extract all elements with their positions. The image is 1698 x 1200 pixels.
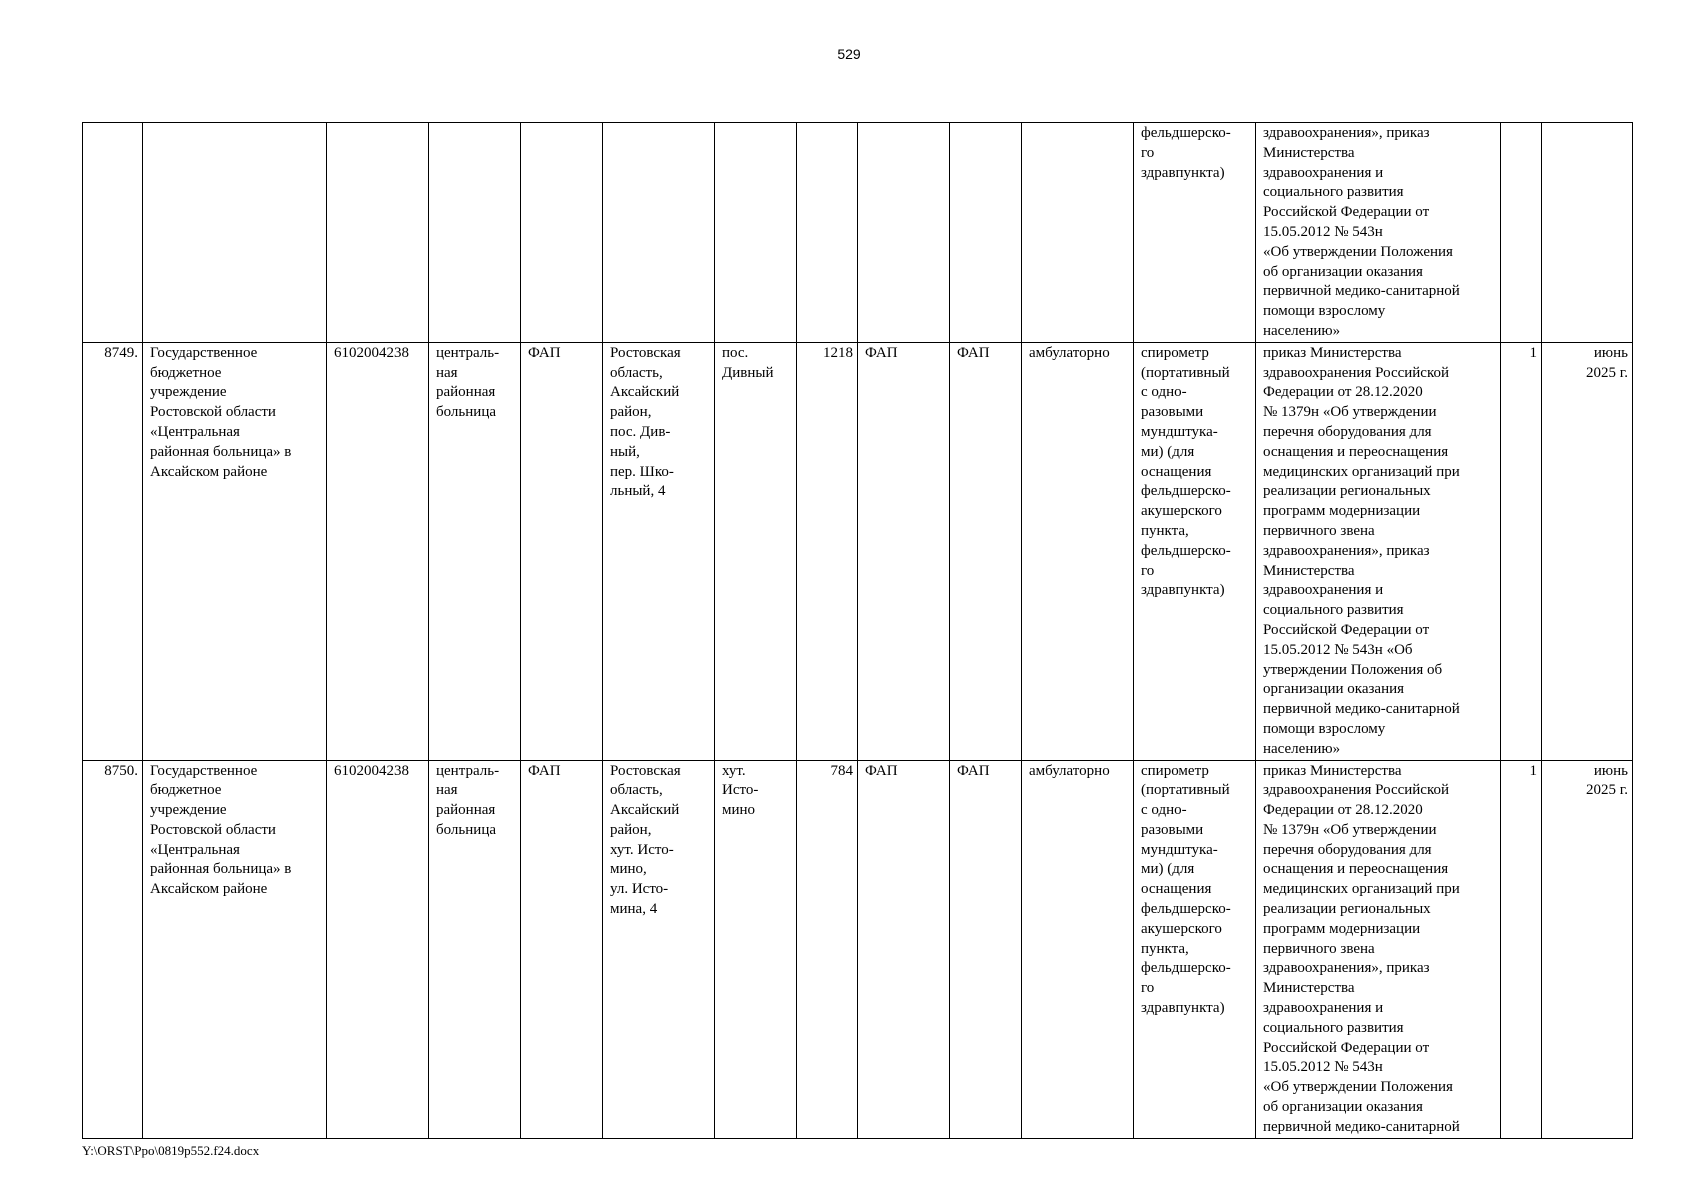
table-row xyxy=(83,123,1633,343)
cell-org-kind: централь- ная районная больница xyxy=(429,342,521,760)
cell-facility-type: ФАП xyxy=(521,760,603,1138)
table-row xyxy=(83,760,1633,1138)
cell-unit: ФАП xyxy=(858,342,950,760)
cell-inn: 6102004238 xyxy=(327,342,429,760)
cell-population: 1218 xyxy=(797,342,858,760)
cell-legal-basis: приказ Министерства здравоохранения Российской Федерации от 28.12.2020 № 1379н «Об утверждении перечня оборудования для оснащения и переоснащения медицинских организаций при реализации региональных программ модернизации первичного звена здравоохранения», приказ Министерства здравоохранения и социального развития Российской Федерации от 15.05.2012 № 543н «Об утверждении Положения об организации оказания первичной медико-санитарной xyxy=(1256,760,1501,1138)
cell-inn xyxy=(327,123,429,343)
cell-unit: ФАП xyxy=(858,760,950,1138)
page-number: 529 xyxy=(837,46,861,62)
cell-address: Ростовская область, Аксайский район, хут. Исто- мино, ул. Исто- мина, 4 xyxy=(603,760,715,1138)
cell-locality: пос. Дивный xyxy=(715,342,797,760)
footer-file-path: Y:\ORST\Ppo\0819p552.f24.docx xyxy=(82,1143,260,1158)
cell-date xyxy=(1542,123,1633,343)
cell-population xyxy=(797,123,858,343)
cell-population: 784 xyxy=(797,760,858,1138)
cell-care-condition: амбулаторно xyxy=(1022,342,1134,760)
cell-unit-type: ФАП xyxy=(950,342,1022,760)
cell-number: 8750. xyxy=(83,760,143,1138)
cell-unit-type: ФАП xyxy=(950,760,1022,1138)
cell-organization xyxy=(143,123,327,343)
table-row xyxy=(83,342,1633,760)
cell-care-condition: амбулаторно xyxy=(1022,760,1134,1138)
cell-locality: хут. Исто- мино xyxy=(715,760,797,1138)
cell-number: 8749. xyxy=(83,342,143,760)
cell-quantity: 1 xyxy=(1501,760,1542,1138)
cell-quantity xyxy=(1501,123,1542,343)
cell-org-kind xyxy=(429,123,521,343)
cell-locality xyxy=(715,123,797,343)
cell-equipment: спирометр (портативный с одно- разовыми мундштука- ми) (для оснащения фельдшерско- акушерского пункта, фельдшерско- го здравпункта) xyxy=(1134,342,1256,760)
cell-date: июнь 2025 г. xyxy=(1542,342,1633,760)
cell-org-kind: централь- ная районная больница xyxy=(429,760,521,1138)
cell-number xyxy=(83,123,143,343)
cell-care-condition xyxy=(1022,123,1134,343)
cell-date: июнь 2025 г. xyxy=(1542,760,1633,1138)
cell-facility-type: ФАП xyxy=(521,342,603,760)
cell-unit-type xyxy=(950,123,1022,343)
cell-inn: 6102004238 xyxy=(327,760,429,1138)
cell-facility-type xyxy=(521,123,603,343)
cell-organization: Государственное бюджетное учреждение Ростовской области «Центральная районная больница» в Аксайском районе xyxy=(143,760,327,1138)
cell-equipment: спирометр (портативный с одно- разовыми мундштука- ми) (для оснащения фельдшерско- акушерского пункта, фельдшерско- го здравпункта) xyxy=(1134,760,1256,1138)
cell-unit xyxy=(858,123,950,343)
cell-equipment: фельдшерско- го здравпункта) xyxy=(1134,123,1256,343)
cell-quantity: 1 xyxy=(1501,342,1542,760)
cell-legal-basis: здравоохранения», приказ Министерства здравоохранения и социального развития Российской Федерации от 15.05.2012 № 543н «Об утверждении Положения об организации оказания первичной медико-санитарной помощи взрослому населению» xyxy=(1256,123,1501,343)
equipment-table xyxy=(82,122,1633,1139)
cell-legal-basis: приказ Министерства здравоохранения Российской Федерации от 28.12.2020 № 1379н «Об утверждении перечня оборудования для оснащения и переоснащения медицинских организаций при реализации региональных программ модернизации первичного звена здравоохранения», приказ Министерства здравоохранения и социального развития Российской Федерации от 15.05.2012 № 543н «Об утверждении Положения об организации оказания первичной медико-санитарной помощи взрослому населению» xyxy=(1256,342,1501,760)
cell-address xyxy=(603,123,715,343)
cell-organization: Государственное бюджетное учреждение Ростовской области «Центральная районная больница» в Аксайском районе xyxy=(143,342,327,760)
cell-address: Ростовская область, Аксайский район, пос. Див- ный, пер. Шко- льный, 4 xyxy=(603,342,715,760)
